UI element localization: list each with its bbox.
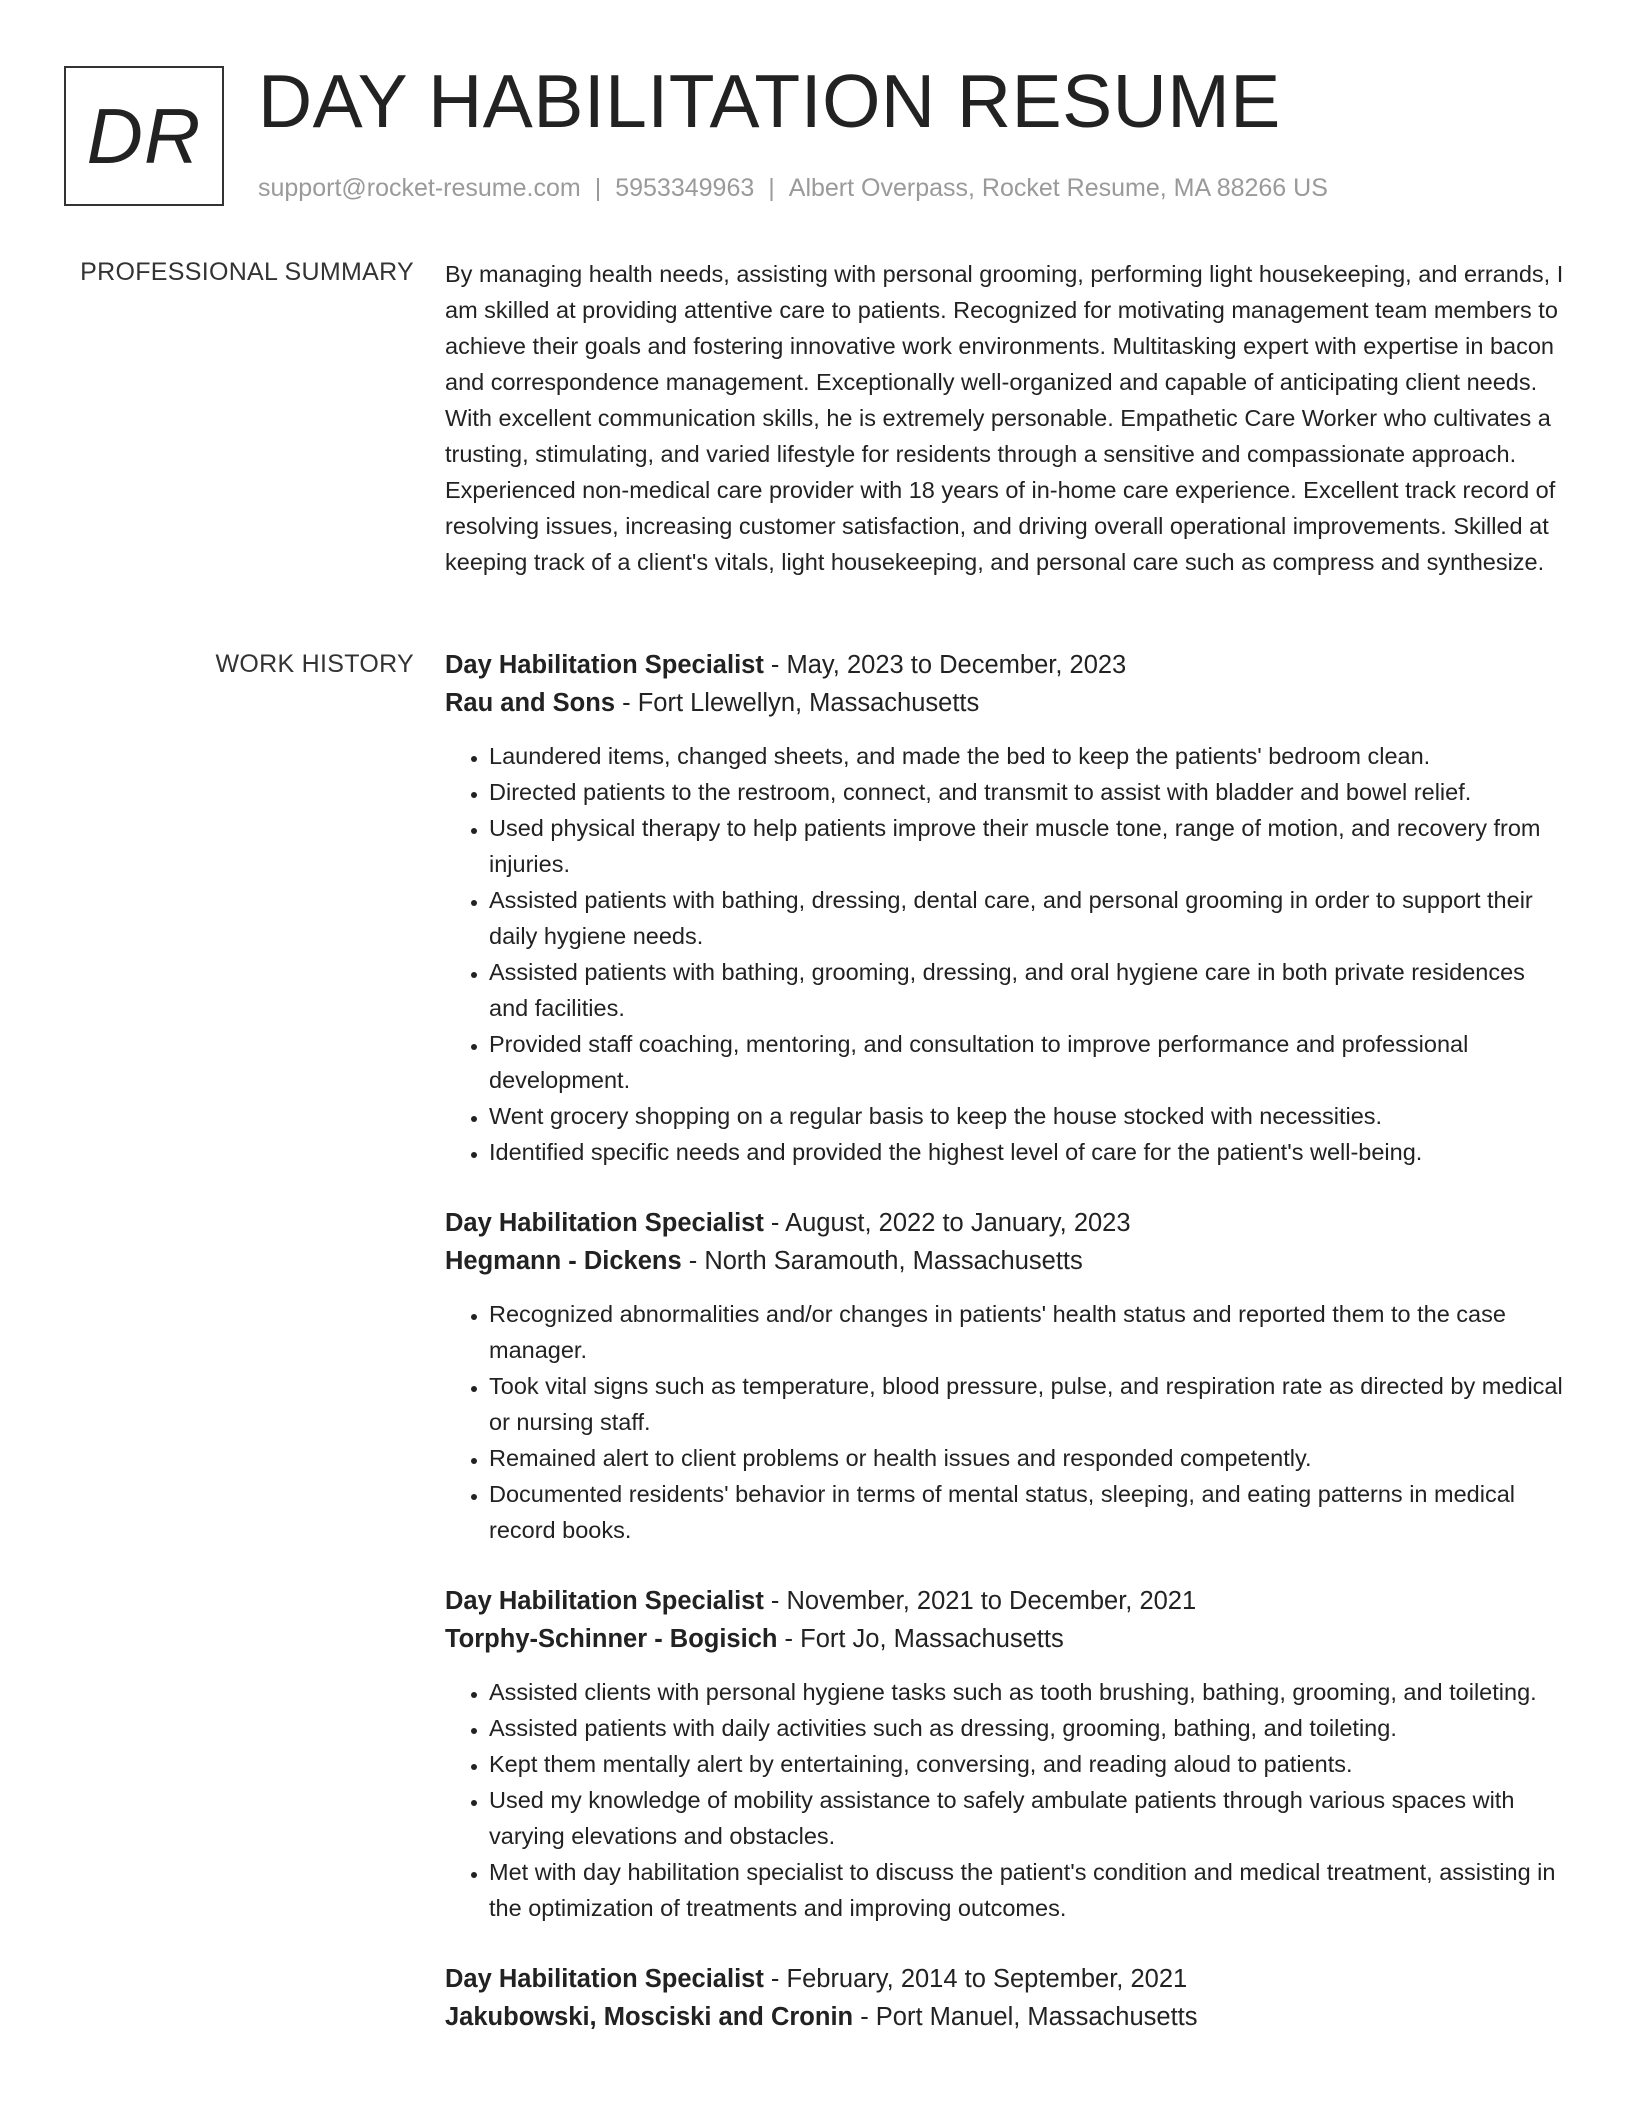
job-bullet: • Provided staff coaching, mentoring, and consultation to improve performance and professional development.: [489, 1026, 1565, 1098]
contact-email: support@rocket-resume.com: [258, 174, 581, 202]
job-title-line: [445, 1582, 1565, 1620]
resume-title: DAY HABILITATION RESUME: [258, 59, 1281, 143]
job-bullet: • Met with day habilitation specialist to discuss the patient's condition and medical treatment, assisting in the optimization of treatments and improving outcomes.: [489, 1854, 1565, 1926]
job-title: Day Habilitation Specialist: [445, 1965, 764, 1993]
job-bullet-list: [445, 1296, 1565, 1548]
job-company-line: [445, 1998, 1565, 2036]
job-dates: - May, 2023 to December, 2023: [763, 651, 1127, 679]
job-title: Day Habilitation Specialist: [445, 1209, 764, 1237]
job-location: - Fort Jo, Massachusetts: [777, 1625, 1064, 1653]
job-title-line: [445, 1960, 1565, 1998]
contact-phone: 5953349963: [615, 174, 755, 202]
job-entry: [445, 1582, 1565, 1926]
job-company-line: [445, 1242, 1565, 1280]
monogram-logo: DR: [64, 66, 224, 206]
job-entry: [445, 1204, 1565, 1548]
job-company: Torphy-Schinner - Bogisich: [445, 1625, 778, 1653]
job-bullet: • Laundered items, changed sheets, and made the bed to keep the patients' bedroom clean.: [489, 738, 1565, 774]
contact-address: Albert Overpass, Rocket Resume, MA 88266 US: [788, 174, 1328, 202]
job-bullet: • Assisted patients with daily activities such as dressing, grooming, bathing, and toileting.: [489, 1710, 1565, 1746]
job-bullet: • Used physical therapy to help patients improve their muscle tone, range of motion, and recovery from injuries.: [489, 810, 1565, 882]
work-history-section: [445, 646, 1565, 2070]
job-bullet-list: [445, 738, 1565, 1170]
job-bullet: • Identified specific needs and provided the highest level of care for the patient's well-being.: [489, 1134, 1565, 1170]
job-location: - Fort Llewellyn, Massachusetts: [615, 689, 980, 717]
contact-separator: |: [768, 174, 775, 202]
job-dates: - February, 2014 to September, 2021: [763, 1965, 1188, 1993]
job-bullet: • Directed patients to the restroom, connect, and transmit to assist with bladder and bowel relief.: [489, 774, 1565, 810]
job-dates: - August, 2022 to January, 2023: [763, 1209, 1131, 1237]
job-bullet: • Went grocery shopping on a regular basis to keep the house stocked with necessities.: [489, 1098, 1565, 1134]
summary-text: By managing health needs, assisting with personal grooming, performing light housekeeping, and errands, I am skilled at providing attentive care to patients. Recognized for motivating management team members to achieve their goals and fostering innovative work environments. Multitasking expert with expertise in bacon and correspondence management. Exceptionally well-organized and capable of anticipating client needs. With excellent communication skills, he is extremely personable. Empathetic Care Worker who cultivates a trusting, stimulating, and varied lifestyle for residents through a sensitive and compassionate approach. Experienced non-medical care provider with 18 years of in-home care experience. Excellent track record of resolving issues, increasing customer satisfaction, and driving overall operational improvements. Skilled at keeping track of a client's vitals, light housekeeping, and personal care such as compress and synthesize.: [445, 261, 1564, 575]
job-company: Rau and Sons: [445, 689, 616, 717]
job-title-line: [445, 646, 1565, 684]
job-title-line: [445, 1204, 1565, 1242]
job-dates: - November, 2021 to December, 2021: [763, 1587, 1197, 1615]
job-location: - North Saramouth, Massachusetts: [681, 1247, 1083, 1275]
job-bullet: • Assisted clients with personal hygiene tasks such as tooth brushing, bathing, grooming, and toileting.: [489, 1674, 1565, 1710]
work-history-heading: WORK HISTORY: [215, 650, 414, 678]
job-title: Day Habilitation Specialist: [445, 651, 764, 679]
job-entry: [445, 1960, 1565, 2036]
job-bullet: • Assisted patients with bathing, grooming, dressing, and oral hygiene care in both private residences and facilities.: [489, 954, 1565, 1026]
job-company: Hegmann - Dickens: [445, 1247, 682, 1275]
job-bullet: • Kept them mentally alert by entertaining, conversing, and reading aloud to patients.: [489, 1746, 1565, 1782]
job-title: Day Habilitation Specialist: [445, 1587, 764, 1615]
job-entry: [445, 646, 1565, 1170]
job-company: Jakubowski, Mosciski and Cronin: [445, 2003, 854, 2031]
job-bullet-list: [445, 1674, 1565, 1926]
job-bullet: • Recognized abnormalities and/or changes in patients' health status and reported them to the case manager.: [489, 1296, 1565, 1368]
summary-heading: PROFESSIONAL SUMMARY: [80, 258, 414, 286]
job-company-line: [445, 684, 1565, 722]
job-location: - Port Manuel, Massachusetts: [853, 2003, 1198, 2031]
job-bullet: • Documented residents' behavior in terms of mental status, sleeping, and eating patterns in medical record books.: [489, 1476, 1565, 1548]
job-company-line: [445, 1620, 1565, 1658]
job-bullet: • Remained alert to client problems or health issues and responded competently.: [489, 1440, 1565, 1476]
summary-section: [445, 256, 1565, 580]
job-bullet: • Used my knowledge of mobility assistance to safely ambulate patients through various spaces with varying elevations and obstacles.: [489, 1782, 1565, 1854]
job-bullet: • Assisted patients with bathing, dressing, dental care, and personal grooming in order to support their daily hygiene needs.: [489, 882, 1565, 954]
contact-line: [258, 174, 1328, 203]
contact-separator: |: [594, 174, 602, 202]
job-bullet: • Took vital signs such as temperature, blood pressure, pulse, and respiration rate as directed by medical or nursing staff.: [489, 1368, 1565, 1440]
